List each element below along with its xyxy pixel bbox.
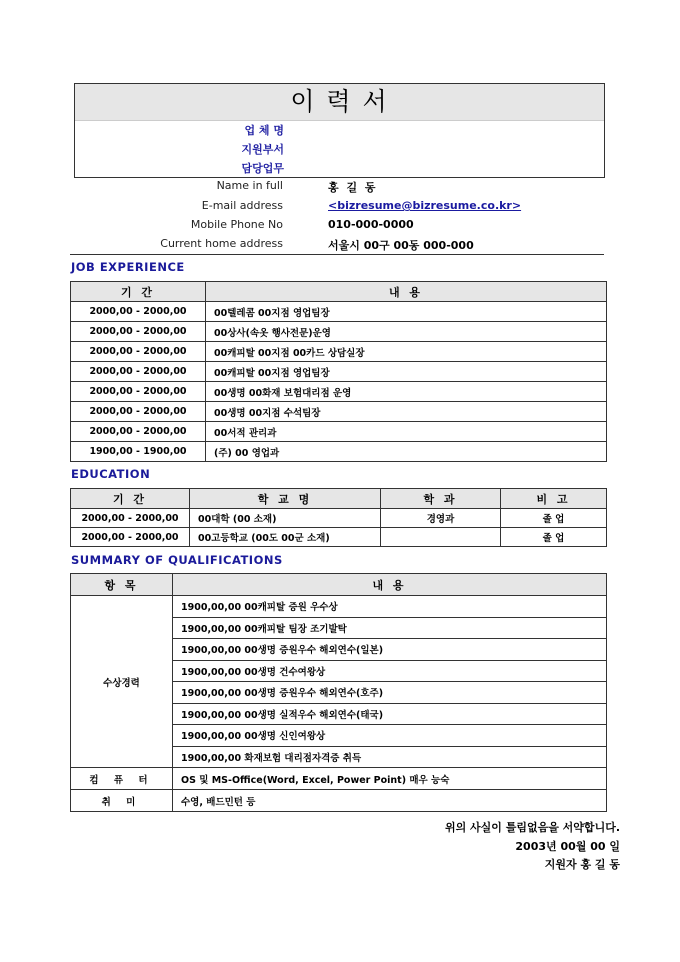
qualifications-heading: SUMMARY OF QUALIFICATIONS xyxy=(71,553,283,567)
job-content: 00상사(속옷 행사전문)운영 xyxy=(206,322,607,342)
job-header-content: 내 용 xyxy=(206,282,607,302)
hobby-value: 수영, 배드민턴 등 xyxy=(173,790,607,812)
title-box xyxy=(74,83,605,178)
job-period: 2000,00 - 2000,00 xyxy=(71,342,206,362)
job-content: 00생명 00지점 수석팀장 xyxy=(206,402,607,422)
job-row xyxy=(71,442,607,462)
job-content: 00텔레콤 00지점 영업팀장 xyxy=(206,302,607,322)
job-heading: JOB EXPERIENCE xyxy=(71,260,185,274)
email-link[interactable]: <bizresume@bizresume.co.kr> xyxy=(328,199,522,212)
award-item: 1900,00,00 00생명 신인여왕상 xyxy=(173,725,607,747)
qualifications-table xyxy=(70,573,607,812)
edu-header-period: 기 간 xyxy=(71,489,190,509)
divider xyxy=(70,254,604,255)
job-row xyxy=(71,382,607,402)
award-item: 1900,00,00 00캐피탈 증원 우수상 xyxy=(173,596,607,618)
edu-period: 2000,00 - 2000,00 xyxy=(71,509,190,528)
computer-label: 컴 퓨 터 xyxy=(71,768,173,790)
edu-header-major: 학 과 xyxy=(381,489,501,509)
computer-value: OS 및 MS-Office(Word, Excel, Power Point) 매우 능숙 xyxy=(173,768,607,790)
awards-label: 수상경력 xyxy=(71,596,173,768)
edu-header-note: 비 고 xyxy=(501,489,607,509)
edu-major: 경영과 xyxy=(381,509,501,528)
page-title: 이 력 서 xyxy=(75,84,604,121)
edu-period: 2000,00 - 2000,00 xyxy=(71,528,190,547)
job-content: 00캐피탈 00지점 영업팀장 xyxy=(206,362,607,382)
edu-note: 졸 업 xyxy=(501,509,607,528)
job-period: 1900,00 - 1900,00 xyxy=(71,442,206,462)
job-content: 00서적 관리과 xyxy=(206,422,607,442)
job-header-period: 기 간 xyxy=(71,282,206,302)
award-item: 1900,00,00 00생명 증원우수 해외연수(호주) xyxy=(173,682,607,704)
qual-header-content: 내 용 xyxy=(173,574,607,596)
job-period: 2000,00 - 2000,00 xyxy=(71,382,206,402)
job-content: 00생명 00화재 보험대리점 운영 xyxy=(206,382,607,402)
job-content: (주) 00 영업과 xyxy=(206,442,607,462)
edu-header-school: 학 교 명 xyxy=(190,489,381,509)
company-label: 업 체 명 xyxy=(244,124,284,137)
job-period: 2000,00 - 2000,00 xyxy=(71,322,206,342)
job-row xyxy=(71,302,607,322)
signature-date: 2003년 00월 00 일 xyxy=(515,840,620,853)
edu-school: 00대학 (00 소재) xyxy=(190,509,381,528)
job-row xyxy=(71,422,607,442)
job-period: 2000,00 - 2000,00 xyxy=(71,422,206,442)
award-item: 1900,00,00 화재보험 대리점자격증 취득 xyxy=(173,746,607,768)
job-row xyxy=(71,402,607,422)
signature-applicant: 지원자 홍 길 동 xyxy=(544,858,620,871)
address-value: 서울시 00구 00동 000-000 xyxy=(328,239,474,252)
computer-row xyxy=(71,768,607,790)
education-row xyxy=(71,528,607,547)
signature-statement: 위의 사실이 틀림없음을 서약합니다. xyxy=(444,821,620,834)
education-table xyxy=(70,488,607,547)
award-item: 1900,00,00 00생명 실적우수 해외연수(태국) xyxy=(173,703,607,725)
phone-value: 010-000-0000 xyxy=(328,218,414,231)
name-value: 홍 길 동 xyxy=(328,181,378,194)
address-label: Current home address xyxy=(160,237,283,250)
job-table xyxy=(70,281,607,462)
award-item: 1900,00,00 00캐피탈 팀장 조기발탁 xyxy=(173,617,607,639)
name-label: Name in full xyxy=(216,179,283,192)
qual-header-item: 항 목 xyxy=(71,574,173,596)
job-period: 2000,00 - 2000,00 xyxy=(71,302,206,322)
edu-major xyxy=(381,528,501,547)
email-label: E-mail address xyxy=(201,199,283,212)
department-label: 지원부서 xyxy=(241,143,284,156)
hobby-row xyxy=(71,790,607,812)
job-period: 2000,00 - 2000,00 xyxy=(71,402,206,422)
education-heading: EDUCATION xyxy=(71,467,151,481)
education-row xyxy=(71,509,607,528)
job-row xyxy=(71,322,607,342)
award-item: 1900,00,00 00생명 건수여왕상 xyxy=(173,660,607,682)
job-row xyxy=(71,342,607,362)
duty-label: 담당업무 xyxy=(241,162,284,175)
edu-school: 00고등학교 (00도 00군 소재) xyxy=(190,528,381,547)
job-row xyxy=(71,362,607,382)
edu-note: 졸 업 xyxy=(501,528,607,547)
job-period: 2000,00 - 2000,00 xyxy=(71,362,206,382)
hobby-label: 취 미 xyxy=(71,790,173,812)
job-content: 00캐피탈 00지점 00카드 상담실장 xyxy=(206,342,607,362)
phone-label: Mobile Phone No xyxy=(190,218,283,231)
award-row xyxy=(71,596,607,618)
award-item: 1900,00,00 00생명 증원우수 해외연수(일본) xyxy=(173,639,607,661)
